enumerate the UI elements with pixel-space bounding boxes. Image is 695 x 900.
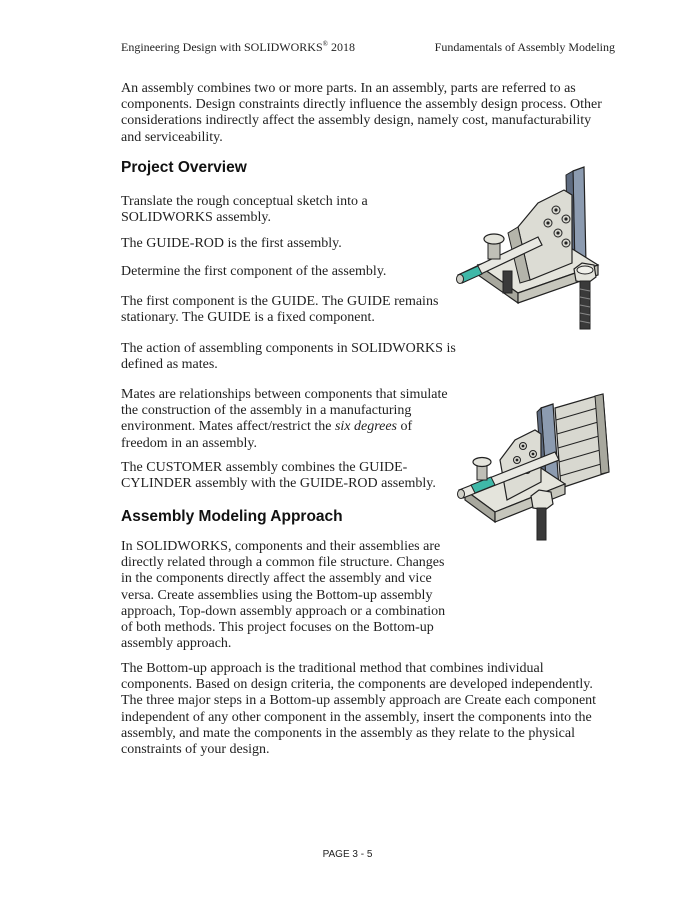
page-number-footer: PAGE 3 - 5 — [322, 849, 373, 860]
overview-paragraph-4: The first component is the GUIDE. The GUIDE remains stationary. The GUIDE is a fixed component. — [121, 294, 439, 326]
running-header-right: Fundamentals of Assembly Modeling — [434, 40, 615, 54]
header-title: Engineering Design with SOLIDWORKS — [121, 40, 323, 54]
guide-rod-assembly-figure — [448, 165, 608, 335]
registered-mark: ® — [322, 40, 328, 48]
running-header-left — [121, 40, 355, 55]
overview-paragraph-7: The CUSTOMER assembly combines the GUIDE-CYLINDER assembly with the GUIDE-ROD assembly. — [121, 460, 436, 492]
overview-paragraph-6: Mates are relationships between components that simulate the construction of the assembly in a manufacturing environment. Mates affect/restrict the six degrees of freedom in an assembly. — [121, 387, 448, 451]
overview-paragraph-5: The action of assembling components in SOLIDWORKS is defined as mates. — [121, 341, 456, 373]
customer-assembly-figure — [455, 378, 615, 543]
assembly-approach-heading: Assembly Modeling Approach — [121, 508, 343, 525]
emphasis-six-degrees: six degrees — [334, 419, 398, 435]
header-year: 2018 — [327, 40, 355, 54]
approach-paragraph-1: In SOLIDWORKS, components and their assemblies are directly related through a common file structure. Changes in the components directly affect the assembly and vice versa. Create assemblies using the Bottom-up assembly approach, Top-down assembly approach or a combination of both methods. This project focuses on the Bottom-up assembly approach. — [121, 539, 446, 652]
overview-paragraph-2: The GUIDE-ROD is the first assembly. — [121, 236, 342, 251]
overview-paragraph-3: Determine the first component of the assembly. — [121, 264, 387, 279]
project-overview-heading: Project Overview — [121, 159, 247, 176]
overview-paragraph-1: Translate the rough conceptual sketch into a SOLIDWORKS assembly. — [121, 194, 368, 226]
intro-paragraph: An assembly combines two or more parts. In an assembly, parts are referred to as components. Design constraints directly influence the assembly design process. Other considerations indirectly affect the assembly design, namely cost, manufacturability and serviceability. — [121, 81, 602, 145]
approach-paragraph-2: The Bottom-up approach is the traditional method that combines individual components. Based on design criteria, the components are developed independently. The three major steps in a Bottom-up assembly approach are Create each component independent of any other component in the assembly, insert the components into the assembly, and mate the components in the assembly as they relate to the physical constraints of your design. — [121, 661, 597, 758]
